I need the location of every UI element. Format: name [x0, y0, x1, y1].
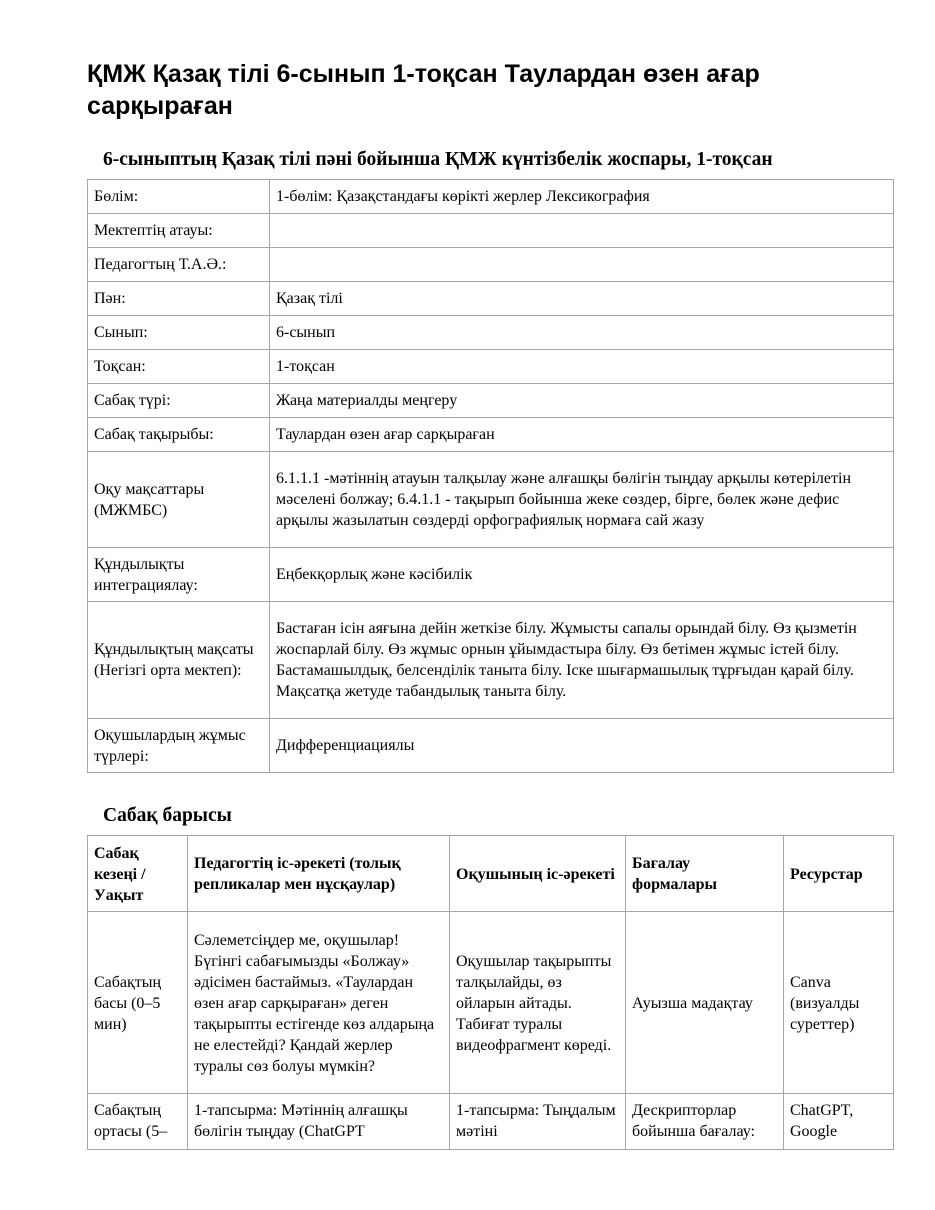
row-label: Тоқсан: — [88, 350, 270, 384]
table-row — [88, 282, 894, 316]
column-header: Бағалау формалары — [626, 836, 784, 912]
row-label: Педагогтың Т.А.Ә.: — [88, 248, 270, 282]
row-value: Дифференциациялы — [270, 719, 894, 773]
column-header: Оқушының іс-әрекеті — [450, 836, 626, 912]
table-cell: 1-тапсырма: Тыңдалым мәтіні — [450, 1094, 626, 1150]
table-row — [88, 912, 894, 1094]
table-cell: Сабақтың басы (0–5 мин) — [88, 912, 188, 1094]
document-title: ҚМЖ Қазақ тілі 6-сынып 1-тоқсан Таулардан өзен ағар сарқыраған — [87, 60, 760, 120]
lesson-flow-table — [87, 835, 894, 1150]
row-value: 1-бөлім: Қазақстандағы көрікті жерлер Лексикография — [270, 180, 894, 214]
table-row — [88, 248, 894, 282]
row-label: Сабақ тақырыбы: — [88, 418, 270, 452]
lesson-flow-heading: Сабақ барысы — [103, 805, 232, 826]
row-label: Мектептің атауы: — [88, 214, 270, 248]
table-cell: ChatGPT, Google — [784, 1094, 894, 1150]
table-cell: Сабақтың ортасы (5– — [88, 1094, 188, 1150]
column-header: Сабақ кезеңі / Уақыт — [88, 836, 188, 912]
row-label: Пән: — [88, 282, 270, 316]
table-cell: Canva (визуалды суреттер) — [784, 912, 894, 1094]
table-header-row — [88, 836, 894, 912]
table-row — [88, 316, 894, 350]
row-value: 1-тоқсан — [270, 350, 894, 384]
row-label: Сынып: — [88, 316, 270, 350]
row-value: Таулардан өзен ағар сарқыраған — [270, 418, 894, 452]
row-label: Құндылықтың мақсаты (Негізгі орта мектеп): — [88, 602, 270, 719]
row-label: Оқушылардың жұмыс түрлері: — [88, 719, 270, 773]
table-cell: Оқушылар тақырыпты талқылайды, өз ойларын айтады. Табиғат туралы видеофрагмент көреді. — [450, 912, 626, 1094]
row-label: Сабақ түрі: — [88, 384, 270, 418]
table-cell: 1-тапсырма: Мәтіннің алғашқы бөлігін тыңдау (ChatGPT — [188, 1094, 450, 1150]
table-cell: Сәлеметсіңдер ме, оқушылар! Бүгінгі сабағымызды «Болжау» әдісімен бастаймыз. «Таулардан өзен ағар сарқыраған» деген тақырыпты естігенде көз алдарыңа не елестейді? Қандай жерлер туралы сөз болуы мүмкін? — [188, 912, 450, 1094]
row-label: Оқу мақсаттары (МЖМБС) — [88, 452, 270, 548]
lesson-plan-table — [87, 179, 894, 773]
table-row — [88, 602, 894, 719]
row-value: Жаңа материалды меңгеру — [270, 384, 894, 418]
row-value: 6.1.1.1 -мәтіннің атауын талқылау және алғашқы бөлігін тыңдау арқылы көтерілетін мәселені болжау; 6.4.1.1 - тақырып бойынша жеке сөздер, бірге, бөлек және дефис арқылы жазылатын сөздерді орфографиялық нормаға сай жазу — [270, 452, 894, 548]
table-row — [88, 1094, 894, 1150]
row-value — [270, 248, 894, 282]
row-value — [270, 214, 894, 248]
plan-heading: 6-сыныптың Қазақ тілі пәні бойынша ҚМЖ күнтізбелік жоспары, 1-тоқсан — [103, 149, 773, 170]
table-row — [88, 418, 894, 452]
table-row — [88, 548, 894, 602]
row-value: Бастаған ісін аяғына дейін жеткізе білу. Жұмысты сапалы орындай білу. Өз қызметін жоспарлай білу. Өз жұмыс орнын ұйымдастыра білу. Өз бетімен жұмыс істей білу. Бастамашылдық, белсенділік таныта білу. Іске шығармашылық тұрғыдан қарай білу. Мақсатқа жетуде табандылық таныта білу. — [270, 602, 894, 719]
row-value: 6-сынып — [270, 316, 894, 350]
table-row — [88, 350, 894, 384]
table-row — [88, 180, 894, 214]
table-cell: Дескрипторлар бойынша бағалау: — [626, 1094, 784, 1150]
row-label: Құндылықты интеграциялау: — [88, 548, 270, 602]
table-row — [88, 719, 894, 773]
table-cell: Ауызша мадақтау — [626, 912, 784, 1094]
table-row — [88, 452, 894, 548]
column-header: Педагогтің іс-әрекеті (толық репликалар мен нұсқаулар) — [188, 836, 450, 912]
table-row — [88, 214, 894, 248]
table-row — [88, 384, 894, 418]
column-header: Ресурстар — [784, 836, 894, 912]
row-label: Бөлім: — [88, 180, 270, 214]
row-value: Еңбекқорлық және кәсібилік — [270, 548, 894, 602]
row-value: Қазақ тілі — [270, 282, 894, 316]
